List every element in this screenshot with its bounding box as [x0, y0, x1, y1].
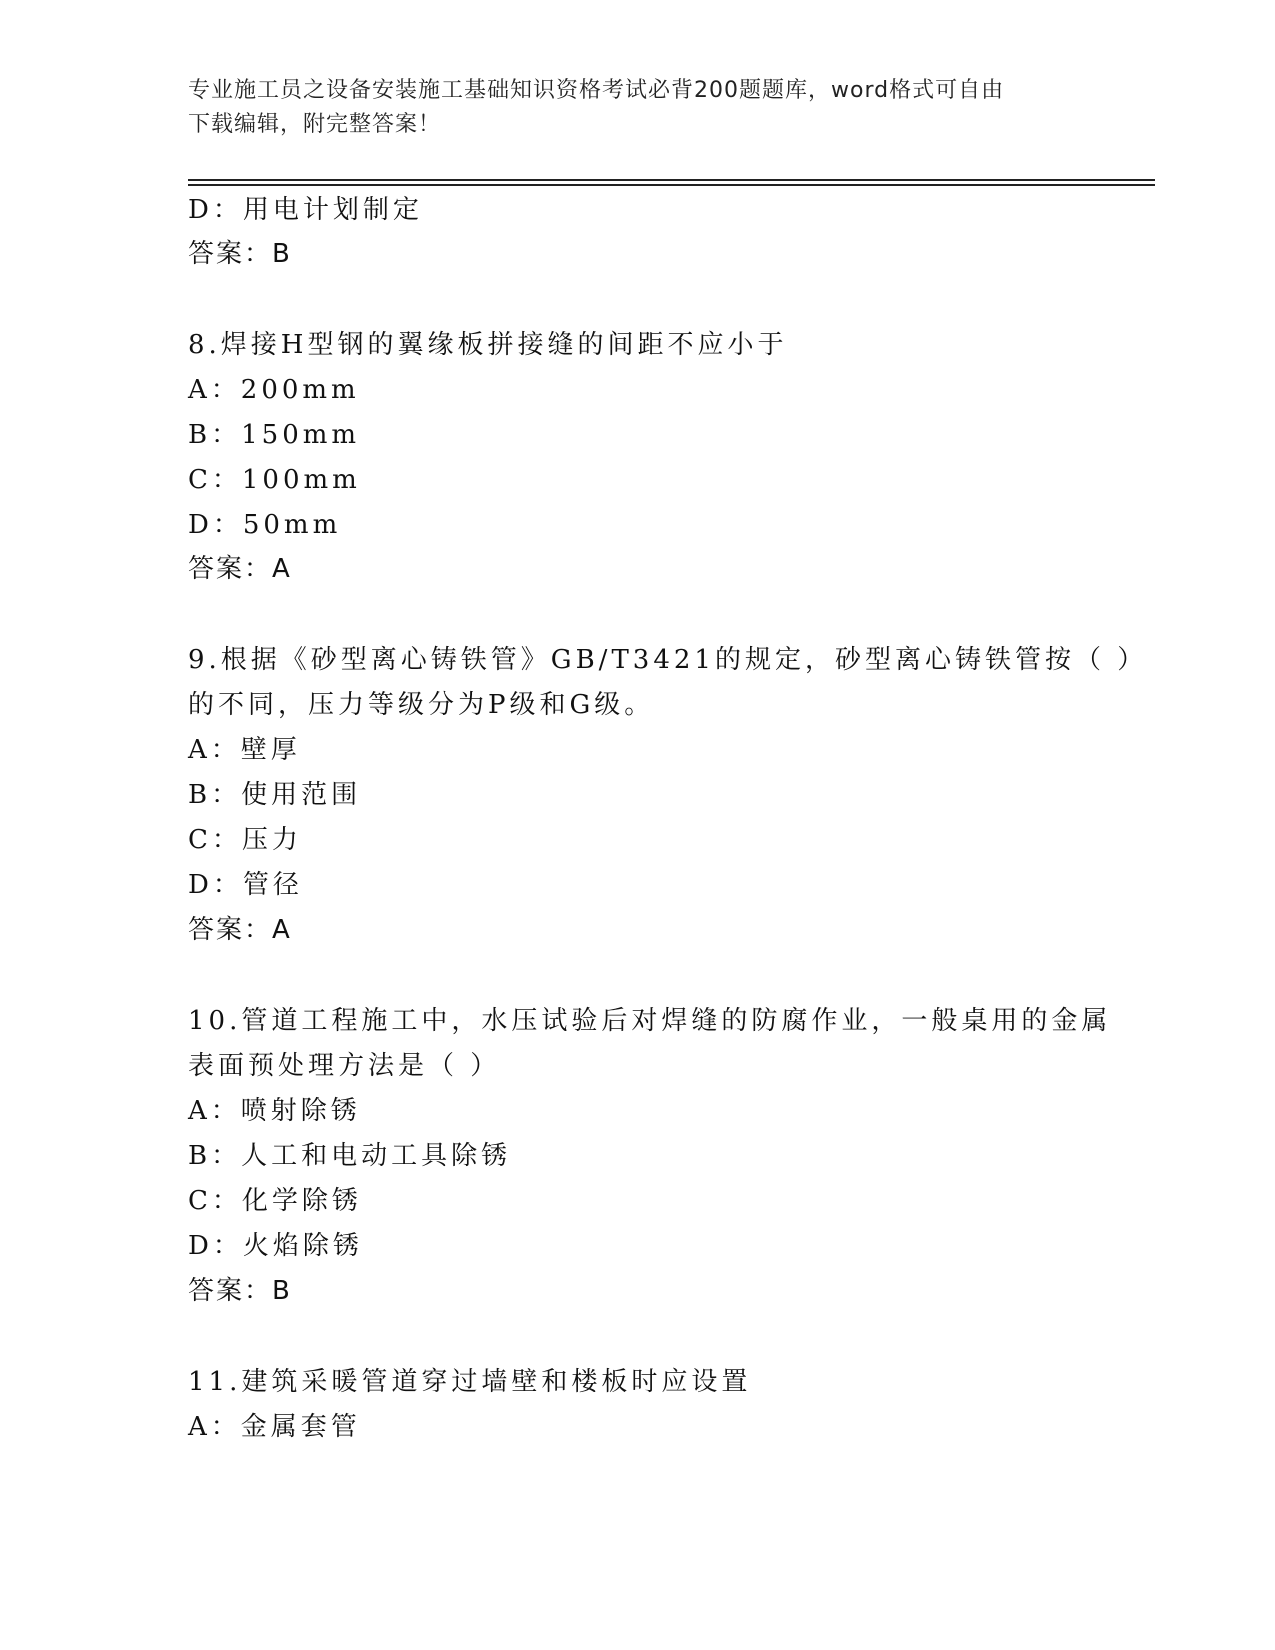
q9-option-a: A：壁厚: [188, 735, 301, 765]
q8-stem: 8.焊接H型钢的翼缘板拼接缝的间距不应小于: [188, 330, 788, 360]
header-divider-bottom: [188, 184, 1155, 186]
q10-option-d: D：火焰除锈: [188, 1231, 363, 1261]
q8-option-a: A：200mm: [188, 375, 360, 405]
q9-stem-line-1: 9.根据《砂型离心铸铁管》GB/T3421的规定，砂型离心铸铁管按（ ）: [188, 645, 1148, 675]
q9-option-c: C：压力: [188, 825, 302, 855]
q10-stem-line-1: 10.管道工程施工中，水压试验后对焊缝的防腐作业，一般桌用的金属: [188, 1006, 1112, 1036]
document-header: [188, 74, 1088, 142]
q7-option-d: D：用电计划制定: [188, 195, 423, 225]
q11-option-a: A：金属套管: [188, 1412, 361, 1442]
q10-answer: 答案：B: [188, 1276, 292, 1306]
q7-answer: 答案：B: [188, 239, 292, 269]
header-title-line-2: 下载编辑，附完整答案！: [188, 112, 442, 137]
header-divider-top: [188, 179, 1155, 181]
q8-option-b: B：150mm: [188, 420, 361, 450]
header-title-line-1: 专业施工员之设备安装施工基础知识资格考试必背200题题库，word格式可自由: [188, 78, 1005, 103]
q11-stem: 11.建筑采暖管道穿过墙壁和楼板时应设置: [188, 1367, 752, 1397]
q9-option-b: B：使用范围: [188, 780, 362, 810]
q10-option-b: B：人工和电动工具除锈: [188, 1141, 512, 1171]
q9-answer: 答案：A: [188, 915, 292, 945]
q8-answer: 答案：A: [188, 554, 292, 584]
q8-option-d: D：50mm: [188, 510, 342, 540]
q9-stem-line-2: 的不同，压力等级分为P级和G级。: [188, 690, 655, 720]
q8-option-c: C：100mm: [188, 465, 361, 495]
q10-option-c: C：化学除锈: [188, 1186, 362, 1216]
q9-option-d: D：管径: [188, 870, 303, 900]
q10-option-a: A：喷射除锈: [188, 1096, 361, 1126]
q10-stem-line-2: 表面预处理方法是（ ）: [188, 1051, 501, 1081]
